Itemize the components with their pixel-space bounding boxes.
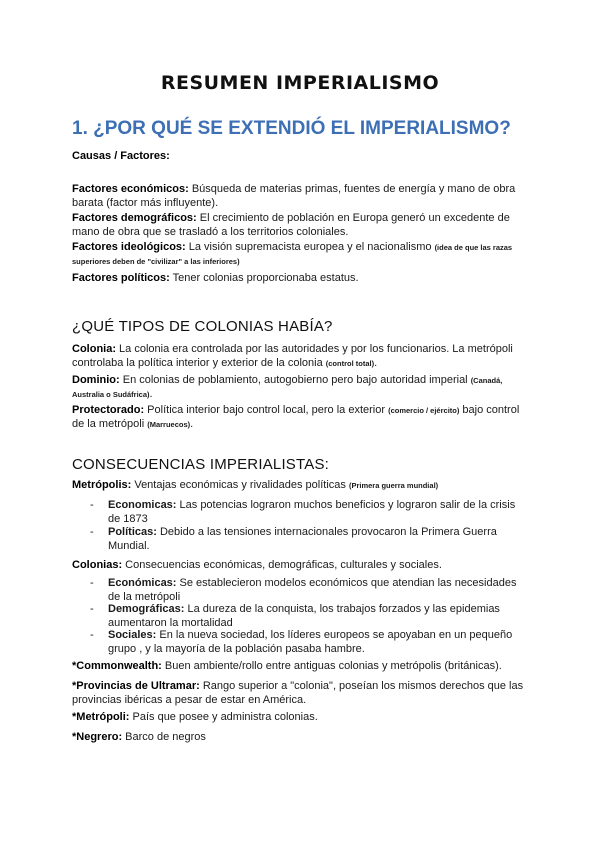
section-heading-colony-types: ¿QUÉ TIPOS DE COLONIAS HABÍA?	[72, 318, 333, 335]
list-item: - Sociales: En la nueva sociedad, los líderes europeos se apoyaban en un pequeño grupo , y la mayoría de la población pasaba hambre.	[90, 629, 513, 655]
glossary-metropoli: *Metrópoli: País que posee y administra colonias.	[72, 711, 318, 723]
list-item: - Demográficas: La dureza de la conquista, los trabajos forzados y las epidemias aumentaron la mortalidad	[90, 603, 500, 629]
factor-ideological: Factores ideológicos: La visión supremacista europea y el nacionalismo (idea de que las razas superiores deben de "civilizar" a las inferiores)	[72, 241, 513, 266]
consequences-colonias: Colonias: Consecuencias económicas, demográficas, culturales y sociales.	[72, 559, 442, 571]
section-heading-consequences: CONSECUENCIAS IMPERIALISTAS:	[72, 456, 330, 473]
consequences-metropolis: Metrópolis: Ventajas económicas y rivalidades políticas (Primera guerra mundial)	[72, 479, 439, 491]
list-item: - Políticas: Debido a las tensiones internacionales provocaron la Primera Guerra Mundial.	[90, 526, 497, 552]
list-item: - Economicas: Las potencias lograron muchos beneficios y lograron salir de la crisis de 1873	[90, 499, 516, 525]
causes-subheading: Causas / Factores:	[72, 150, 170, 162]
factor-political: Factores políticos: Tener colonias proporcionaba estatus.	[72, 272, 359, 284]
factor-economic: Factores económicos: Búsqueda de materias primas, fuentes de energía y mano de obra barata (factor más influyente).	[72, 183, 516, 209]
type-colonia: Colonia: La colonia era controlada por las autoridades y por los funcionarios. La metrópoli controlaba la política interior y exterior de la colonia (control total).	[72, 343, 513, 369]
glossary-provincias-ultramar: *Provincias de Ultramar: Rango superior a "colonia", poseían los mismos derechos que las provincias ibéricas a pesar de estar en América.	[72, 680, 524, 706]
glossary-negrero: *Negrero: Barco de negros	[72, 731, 206, 743]
list-item: - Económicas: Se establecieron modelos económicos que atendian las necesidades de la metrópoli	[90, 577, 517, 603]
section-heading-why-imperialism: 1. ¿POR QUÉ SE EXTENDIÓ EL IMPERIALISMO?	[72, 118, 511, 139]
type-protectorado: Protectorado: Política interior bajo control local, pero la exterior (comercio / ejército) bajo control de la metrópoli (Marruecos).	[72, 404, 520, 430]
glossary-commonwealth: *Commonwealth: Buen ambiente/rollo entre antiguas colonias y metrópolis (británicas).	[72, 660, 502, 672]
factor-demographic: Factores demográficos: El crecimiento de población en Europa generó un excedente de mano de obra que se trasladó a los territorios coloniales.	[72, 212, 510, 238]
type-dominio: Dominio: En colonias de poblamiento, autogobierno pero bajo autoridad imperial (Canadá, Australia o Sudáfrica).	[72, 374, 503, 400]
document-title: RESUMEN IMPERIALISMO	[160, 72, 440, 94]
